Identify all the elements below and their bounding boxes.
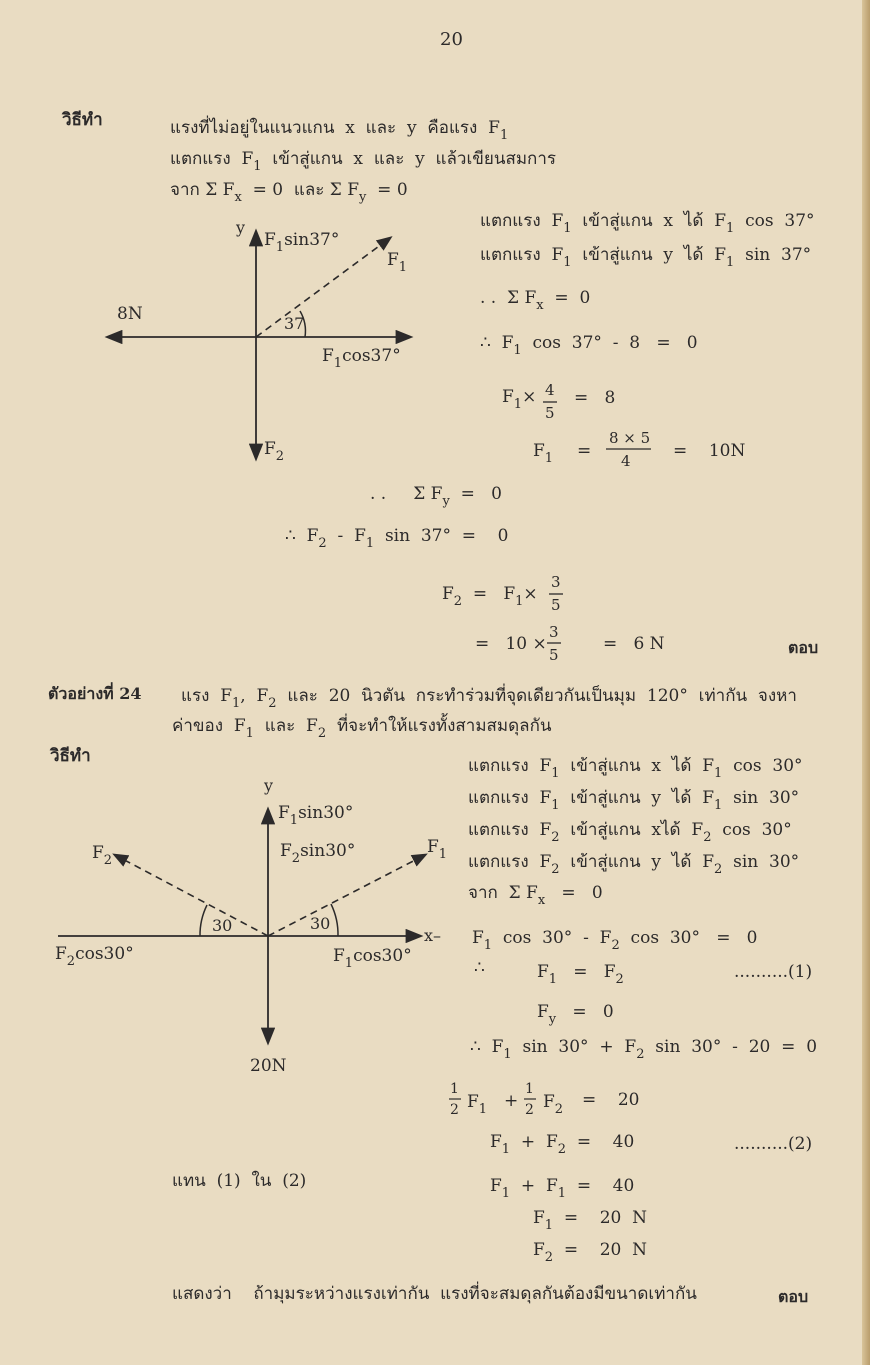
eq2-row-7: $F_1 = F_2$ bbox=[537, 962, 624, 987]
eq2-row-9: ∴ $F_1$ $\sin 30^\circ + F_2$ sin 30° - 20 = 0 bbox=[470, 1037, 818, 1062]
answer-mark-1: ตอบ bbox=[788, 638, 819, 657]
d1-f1cos-label: $F_1\cos 37^\circ$ bbox=[322, 346, 401, 371]
eq1-row-10-den: 5 bbox=[549, 646, 559, 664]
eq2-row-11: $F_1 + F_2$ = 40 bbox=[490, 1132, 635, 1157]
eq2-row-1: แตกแรง $F_1$ เข้าสู่แกน x ได้ $F_1$ cos 30° bbox=[468, 756, 803, 781]
d2-f1cos-label: $F_1\cos 30^\circ$ bbox=[333, 946, 412, 971]
example-24-label: ตัวอย่างที่ 24 bbox=[48, 684, 142, 703]
eq1-row-1: แตกแรง $F_1$ เข้าสู่แกน x ได้ $F_1$ cos 37° bbox=[480, 211, 815, 236]
eq1-row-6-lhs: $F_1$ bbox=[533, 441, 554, 466]
eq2-ref-1: ..........(1) bbox=[734, 962, 813, 982]
eq1-row-5-rhs: = 8 bbox=[574, 388, 616, 408]
d2-angle-left: 30 bbox=[212, 916, 233, 935]
eq2-row-10-half-1-num: 1 bbox=[450, 1081, 459, 1097]
answer-mark-2: ตอบ bbox=[778, 1287, 809, 1306]
eq2-row-12: $F_1 + F_1$ = 40 bbox=[490, 1176, 635, 1201]
eq2-row-7-therefore: ∴ bbox=[474, 958, 485, 978]
eq2-row-10-f2: $F_2$ bbox=[543, 1092, 564, 1117]
eq2-row-10-plus: + bbox=[504, 1091, 519, 1111]
d1-angle-label: 37 bbox=[284, 314, 305, 333]
eq1-row-6-rhs: = 10N bbox=[673, 441, 746, 461]
d1-left-force-label: 8N bbox=[117, 304, 143, 324]
eq2-row-3: แตกแรง $F_2$ เข้าสู่แกน xได้ $F_2$ cos 30° bbox=[468, 820, 792, 845]
eq2-row-2: แตกแรง $F_1$ เข้าสู่แกน y ได้ $F_1$ sin 30° bbox=[468, 788, 800, 813]
eq2-row-6: $F_1$ $\cos 30^\circ - F_2$ cos 30° = 0 bbox=[472, 928, 758, 953]
d2-bottom-force-label: 20N bbox=[250, 1056, 287, 1076]
d2-f2sin-label: $F_2\sin 30^\circ$ bbox=[280, 841, 356, 866]
solution-label: วิธีทำ bbox=[62, 110, 103, 130]
d2-f1sin-label: $F_1\sin 30^\circ$ bbox=[278, 803, 354, 828]
eq1-row-8: ∴ $F_2 - F_1$ sin 37° = 0 bbox=[285, 526, 509, 551]
eq2-row-10-half-2-num: 1 bbox=[525, 1081, 534, 1097]
substitution-text: แทน (1) ใน (2) bbox=[172, 1171, 307, 1191]
conclusion-text: แสดงว่า ถ้ามุมระหว่างแรงเท่ากัน แรงที่จะสมดุลกันต้องมีขนาดเท่ากัน bbox=[172, 1284, 697, 1304]
d2-f2cos-label: $F_2\cos 30^\circ$ bbox=[55, 944, 134, 969]
solution-line-1: แรงที่ไม่อยู่ในแนวแกน x และ y คือแรง $F_1$ bbox=[170, 118, 509, 143]
example-24-line-1: แรง $F_1$, $F_2$ และ 20 นิวตัน กระทำร่วมที่จุดเดียวกันเป็นมุม 120° เท่ากัน จงหา bbox=[181, 686, 797, 711]
page-number: 20 bbox=[440, 29, 463, 50]
d2-f2-dashed-arrow bbox=[115, 855, 268, 936]
eq1-row-3: . . Σ $F_x = 0$ bbox=[480, 288, 591, 313]
solution-label-2: วิธีทำ bbox=[50, 746, 91, 766]
eq1-row-5-den: 5 bbox=[545, 404, 555, 422]
eq2-row-13: $F_1$ = 20 N bbox=[533, 1208, 648, 1233]
d2-angle-right: 30 bbox=[310, 914, 331, 933]
eq1-row-7: . . Σ $F_y = 0$ bbox=[370, 484, 502, 509]
d1-f1-label: $F_1$ bbox=[387, 250, 408, 275]
eq1-row-6-num: 8 × 5 bbox=[609, 429, 651, 447]
eq2-ref-2: ..........(2) bbox=[734, 1134, 813, 1154]
d1-f1sin-label: $F_1\sin 37^\circ$ bbox=[264, 230, 340, 255]
eq2-row-10-half-2-den: 2 bbox=[525, 1102, 534, 1118]
eq1-row-10-num: 3 bbox=[549, 623, 559, 641]
d2-x-label: x– bbox=[424, 926, 442, 945]
example-24-line-2: ค่าของ $F_1$ และ $F_2$ ที่จะทำให้แรงทั้งสามสมดุลกัน bbox=[172, 716, 552, 741]
eq1-row-9: $F_2 = F_1\times$ bbox=[442, 584, 538, 609]
eq2-row-10-f1: $F_1$ bbox=[467, 1092, 488, 1117]
eq1-row-9-den: 5 bbox=[551, 596, 561, 614]
eq2-row-4: แตกแรง $F_2$ เข้าสู่แกน y ได้ $F_2$ sin 30° bbox=[468, 852, 800, 877]
eq2-row-10-half-1-den: 2 bbox=[450, 1102, 459, 1118]
eq1-row-2: แตกแรง $F_1$ เข้าสู่แกน y ได้ $F_1$ sin 37° bbox=[480, 245, 812, 270]
d2-y-label: y bbox=[264, 776, 274, 795]
eq2-row-14: $F_2$ = 20 N bbox=[533, 1240, 648, 1265]
eq1-row-4: ∴ $F_1$ cos 37° - 8 = 0 bbox=[480, 333, 698, 358]
eq1-row-5-lhs: $F_1\times$ bbox=[502, 387, 537, 412]
eq2-row-5: จาก Σ $F_x = 0$ bbox=[468, 883, 603, 908]
d1-y-label: y bbox=[236, 218, 246, 237]
eq1-row-6-den: 4 bbox=[621, 452, 631, 470]
eq2-row-8: $F_y = 0$ bbox=[537, 1002, 614, 1027]
eq1-row-10: = 10 × bbox=[475, 634, 547, 654]
d2-f1-label: $F_1$ bbox=[427, 837, 448, 862]
d2-f2-label: $F_2$ bbox=[92, 843, 113, 868]
eq1-row-6-eq: = bbox=[577, 441, 592, 461]
eq1-row-10-rhs: = 6 N bbox=[603, 634, 665, 654]
eq1-row-5-num: 4 bbox=[545, 381, 555, 399]
eq2-row-10-rhs: = 20 bbox=[582, 1090, 640, 1110]
d2-angle-arc-right bbox=[331, 904, 338, 936]
solution-line-2: แตกแรง $F_1$ เข้าสู่แกน x และ y แล้วเขียนสมการ bbox=[170, 149, 557, 174]
d2-angle-arc-left bbox=[200, 905, 207, 936]
d1-f2-label: $F_2$ bbox=[264, 439, 285, 464]
solution-line-3: จาก Σ $F_x = 0$ และ Σ $F_y = 0$ bbox=[170, 180, 408, 205]
eq1-row-9-num: 3 bbox=[551, 573, 561, 591]
